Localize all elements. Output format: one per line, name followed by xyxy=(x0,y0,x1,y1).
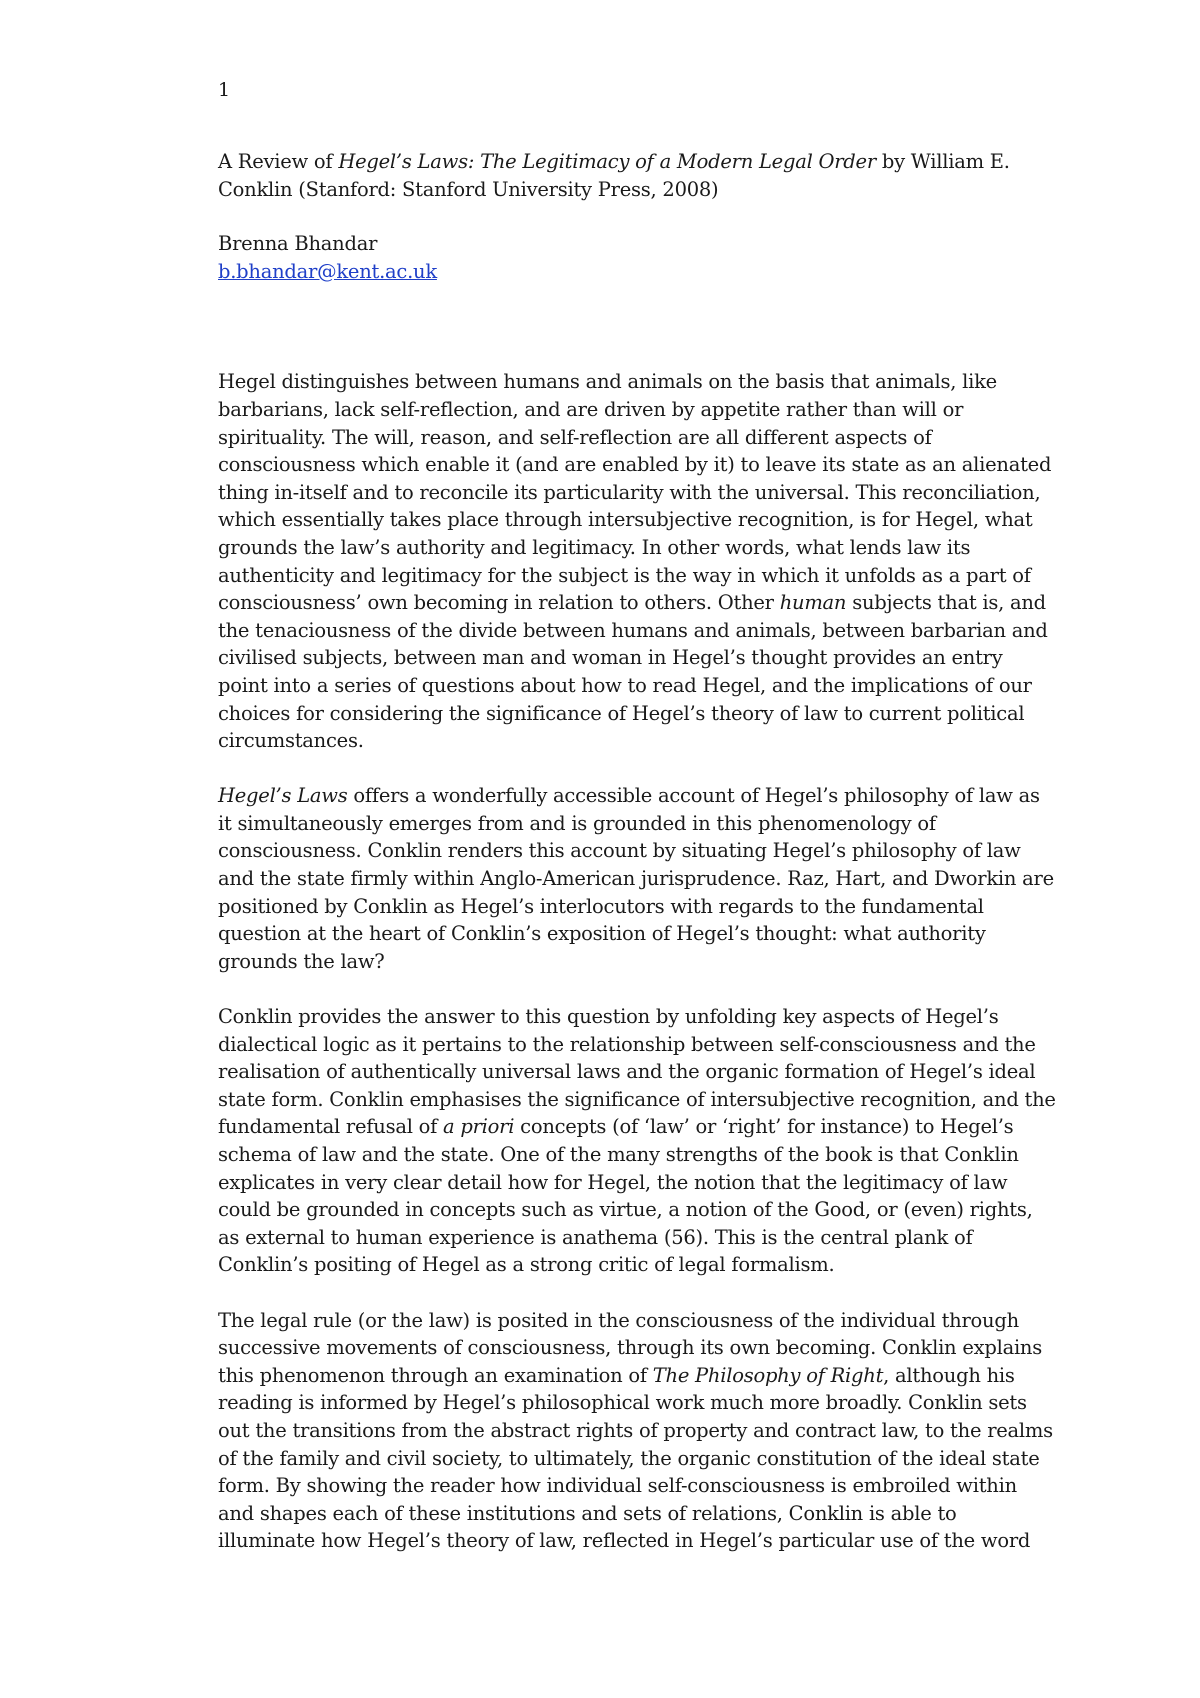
book-title: Hegel’s Laws: The Legitimacy of a Modern Legal Order xyxy=(338,150,876,173)
paragraph-4-italic: The Philosophy of Right xyxy=(652,1363,884,1387)
document-body xyxy=(218,148,1058,1555)
paragraph-1-text-a: Hegel distinguishes between humans and animals on the basis that animals, like barbarians, lack self-reflection, and are driven by appetite rather than will or spirituality. The will, reason, and self-reflection are all different aspects of consciousness which enable it (and are enabled by it) to leave its state as an alienated thing in-itself and to reconcile its particularity with the universal. This reconciliation, which essentially takes place through intersubjective recognition, is for Hegel, what grounds the law’s authority and legitimacy. In other words, what lends law its authenticity and legitimacy for the subject is the way in which it unfolds as a part of consciousness’ own becoming in relation to others. Other xyxy=(218,370,1052,615)
title-prefix: A Review of xyxy=(218,150,339,173)
paragraph-1 xyxy=(218,368,1058,754)
paragraph-1-text-b: subjects that is, and the tenaciousness of the divide between humans and animals, between barbarian and civilised subjects, between man and woman in Hegel’s thought provides an entry point into a series of questions about how to read Hegel, and the implications of our choices for considering the significance of Hegel’s theory of law to current political circumstances. xyxy=(218,591,1048,753)
author-name: Brenna Bhandar xyxy=(218,232,378,256)
paragraph-1-italic: human xyxy=(779,591,847,615)
paragraph-3 xyxy=(218,1003,1058,1279)
paragraph-4-text-a: The legal rule (or the law) is posited in the consciousness of the individual through successive movements of consciousness, through its own becoming. Conklin explains this phenomenon through an examination of xyxy=(218,1308,1043,1387)
paragraph-2 xyxy=(218,782,1058,975)
paragraph-3-italic: a priori xyxy=(443,1115,515,1139)
page-number: 1 xyxy=(218,79,231,101)
paragraph-2-italic: Hegel’s Laws xyxy=(218,784,348,808)
title-suffix: by William E. Conklin (Stanford: Stanford University Press, 2008) xyxy=(218,150,1010,201)
paragraph-3-text-a: Conklin provides the answer to this question by unfolding key aspects of Hegel’s dialectical logic as it pertains to the relationship between self-consciousness and the realisation of authentically universal laws and the organic formation of Hegel’s ideal state form. Conklin emphasises the significance of intersubjective recognition, and the fundamental refusal of xyxy=(218,1005,1056,1139)
author-block xyxy=(218,230,1058,285)
review-title xyxy=(218,148,1058,203)
paragraph-2-text: offers a wonderfully accessible account of Hegel’s philosophy of law as it simultaneously emerges from and is grounded in this phenomenology of consciousness. Conklin renders this account by situating Hegel’s philosophy of law and the state firmly within Anglo-American jurisprudence. Raz, Hart, and Dworkin are positioned by Conklin as Hegel’s interlocutors with regards to the fundamental question at the heart of Conklin’s exposition of Hegel’s thought: what authority grounds the law? xyxy=(218,784,1054,973)
paragraph-4-text-b: , although his reading is informed by Hegel’s philosophical work much more broadly. Conklin sets out the transitions from the abstract rights of property and contract law, to the realms of the family and civil society, to ultimately, the organic constitution of the ideal state form. By showing the reader how individual self-consciousness is embroiled within and shapes each of these institutions and sets of relations, Conklin is able to illuminate how Hegel’s theory of law, reflected in Hegel’s particular use of the word xyxy=(218,1363,1053,1553)
author-email-link[interactable]: b.bhandar@kent.ac.uk xyxy=(218,259,437,283)
paragraph-3-text-b: concepts (of ‘law’ or ‘right’ for instance) to Hegel’s schema of law and the state. One of the many strengths of the book is that Conklin explicates in very clear detail how for Hegel, the notion that the legitimacy of law could be grounded in concepts such as virtue, a notion of the Good, or (even) rights, as external to human experience is anathema (56). This is the central plank of Conklin’s positing of Hegel as a strong critic of legal formalism. xyxy=(218,1115,1033,1277)
paragraph-4 xyxy=(218,1307,1058,1555)
